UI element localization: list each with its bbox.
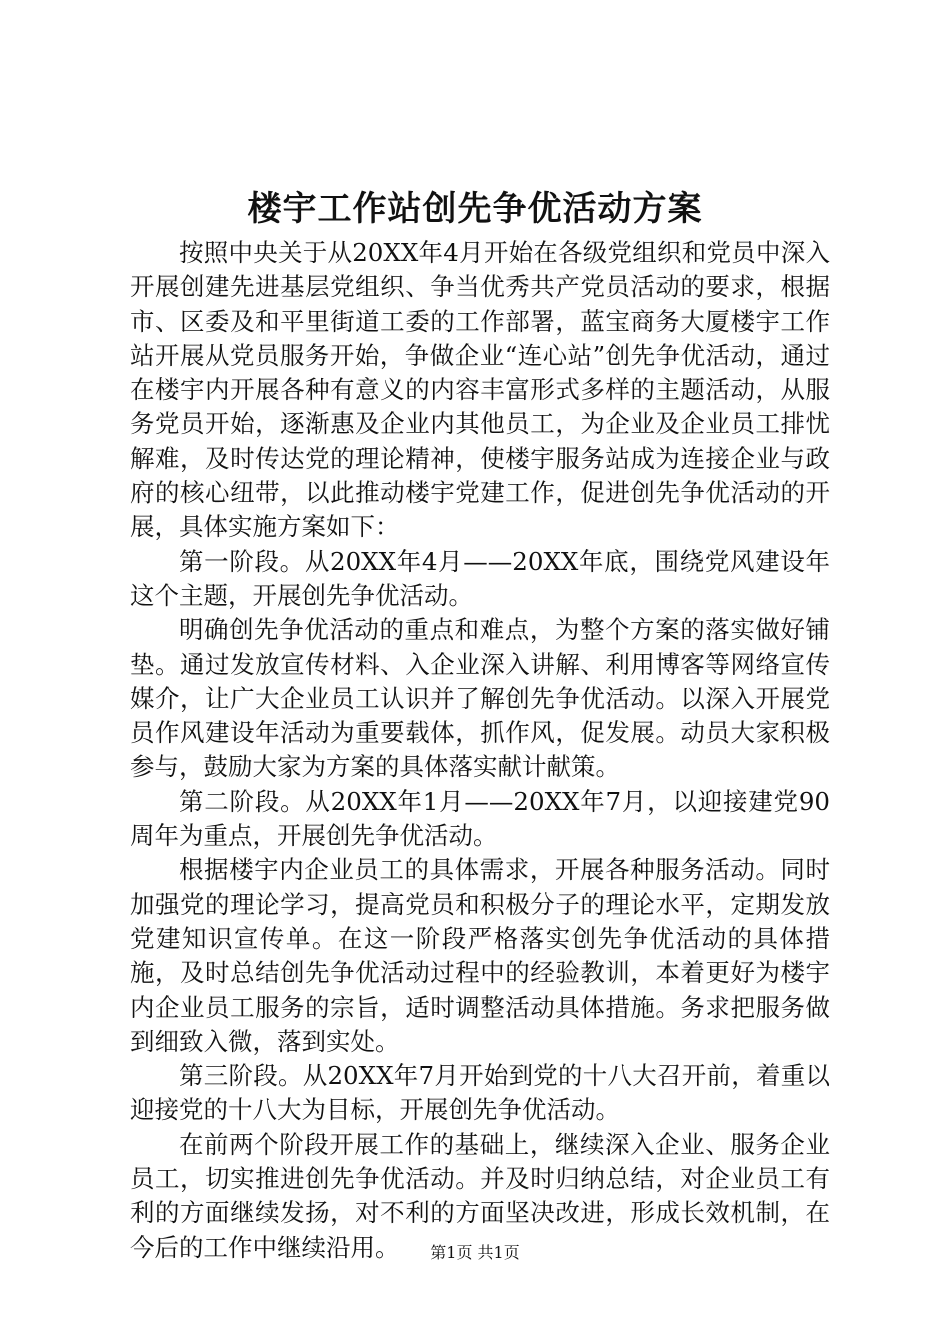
- paragraph-intro: 按照中央关于从20XX年4月开始在各级党组织和党员中深入开展创建先进基层党组织、争当优秀共产党员活动的要求，根据市、区委及和平里街道工委的工作部署，蓝宝商务大厦楼宇工作站开展从党员服务开始，争做企业“连心站”创先争优活动，通过在楼宇内开展各种有意义的内容丰富形式多样的主题活动，从服务党员开始，逐渐惠及企业内其他员工，为企业及企业员工排忧解难，及时传达党的理论精神，使楼宇服务站成为连接企业与政府的核心纽带，以此推动楼宇党建工作，促进创先争优活动的开展，具体实施方案如下：: [130, 238, 830, 542]
- paragraph-phase-one-heading: 第一阶段。从20XX年4月——20XX年底，围绕党风建设年这个主题，开展创先争优活动。: [130, 546, 830, 610]
- paragraph-phase-two-detail: 根据楼宇内企业员工的具体需求，开展各种服务活动。同时加强党的理论学习，提高党员和积极分子的理论水平，定期发放党建知识宣传单。在这一阶段严格落实创先争优活动的具体措施，及时总结创先争优活动过程中的经验教训，本着更好为楼宇内企业员工服务的宗旨，适时调整活动具体措施。务求把服务做到细致入微，落到实处。: [130, 855, 830, 1056]
- paragraph-phase-one-detail: 明确创先争优活动的重点和难点，为整个方案的落实做好铺垫。通过发放宣传材料、入企业深入讲解、利用博客等网络宣传媒介，让广大企业员工认识并了解创先争优活动。以深入开展党员作风建设年活动为重要载体，抓作风，促发展。动员大家积极参与，鼓励大家为方案的具体落实献计献策。: [130, 615, 830, 782]
- paragraph-phase-two-heading: 第二阶段。从20XX年1月——20XX年7月，以迎接建党90周年为重点，开展创先争优活动。: [130, 786, 830, 851]
- document-title: 楼宇工作站创先争优活动方案: [247, 189, 703, 229]
- page-footer: 第1页 共1页: [430, 1243, 520, 1262]
- document-body: [130, 236, 830, 1265]
- paragraph-phase-three-detail: 在前两个阶段开展工作的基础上，继续深入企业、服务企业员工，切实推进创先争优活动。并及时归纳总结，对企业员工有利的方面继续发扬，对不利的方面坚决改进，形成长效机制，在今后的工作中继续沿用。: [130, 1129, 830, 1262]
- paragraph-phase-three-heading: 第三阶段。从20XX年7月开始到党的十八大召开前，着重以迎接党的十八大为目标，开展创先争优活动。: [130, 1061, 830, 1125]
